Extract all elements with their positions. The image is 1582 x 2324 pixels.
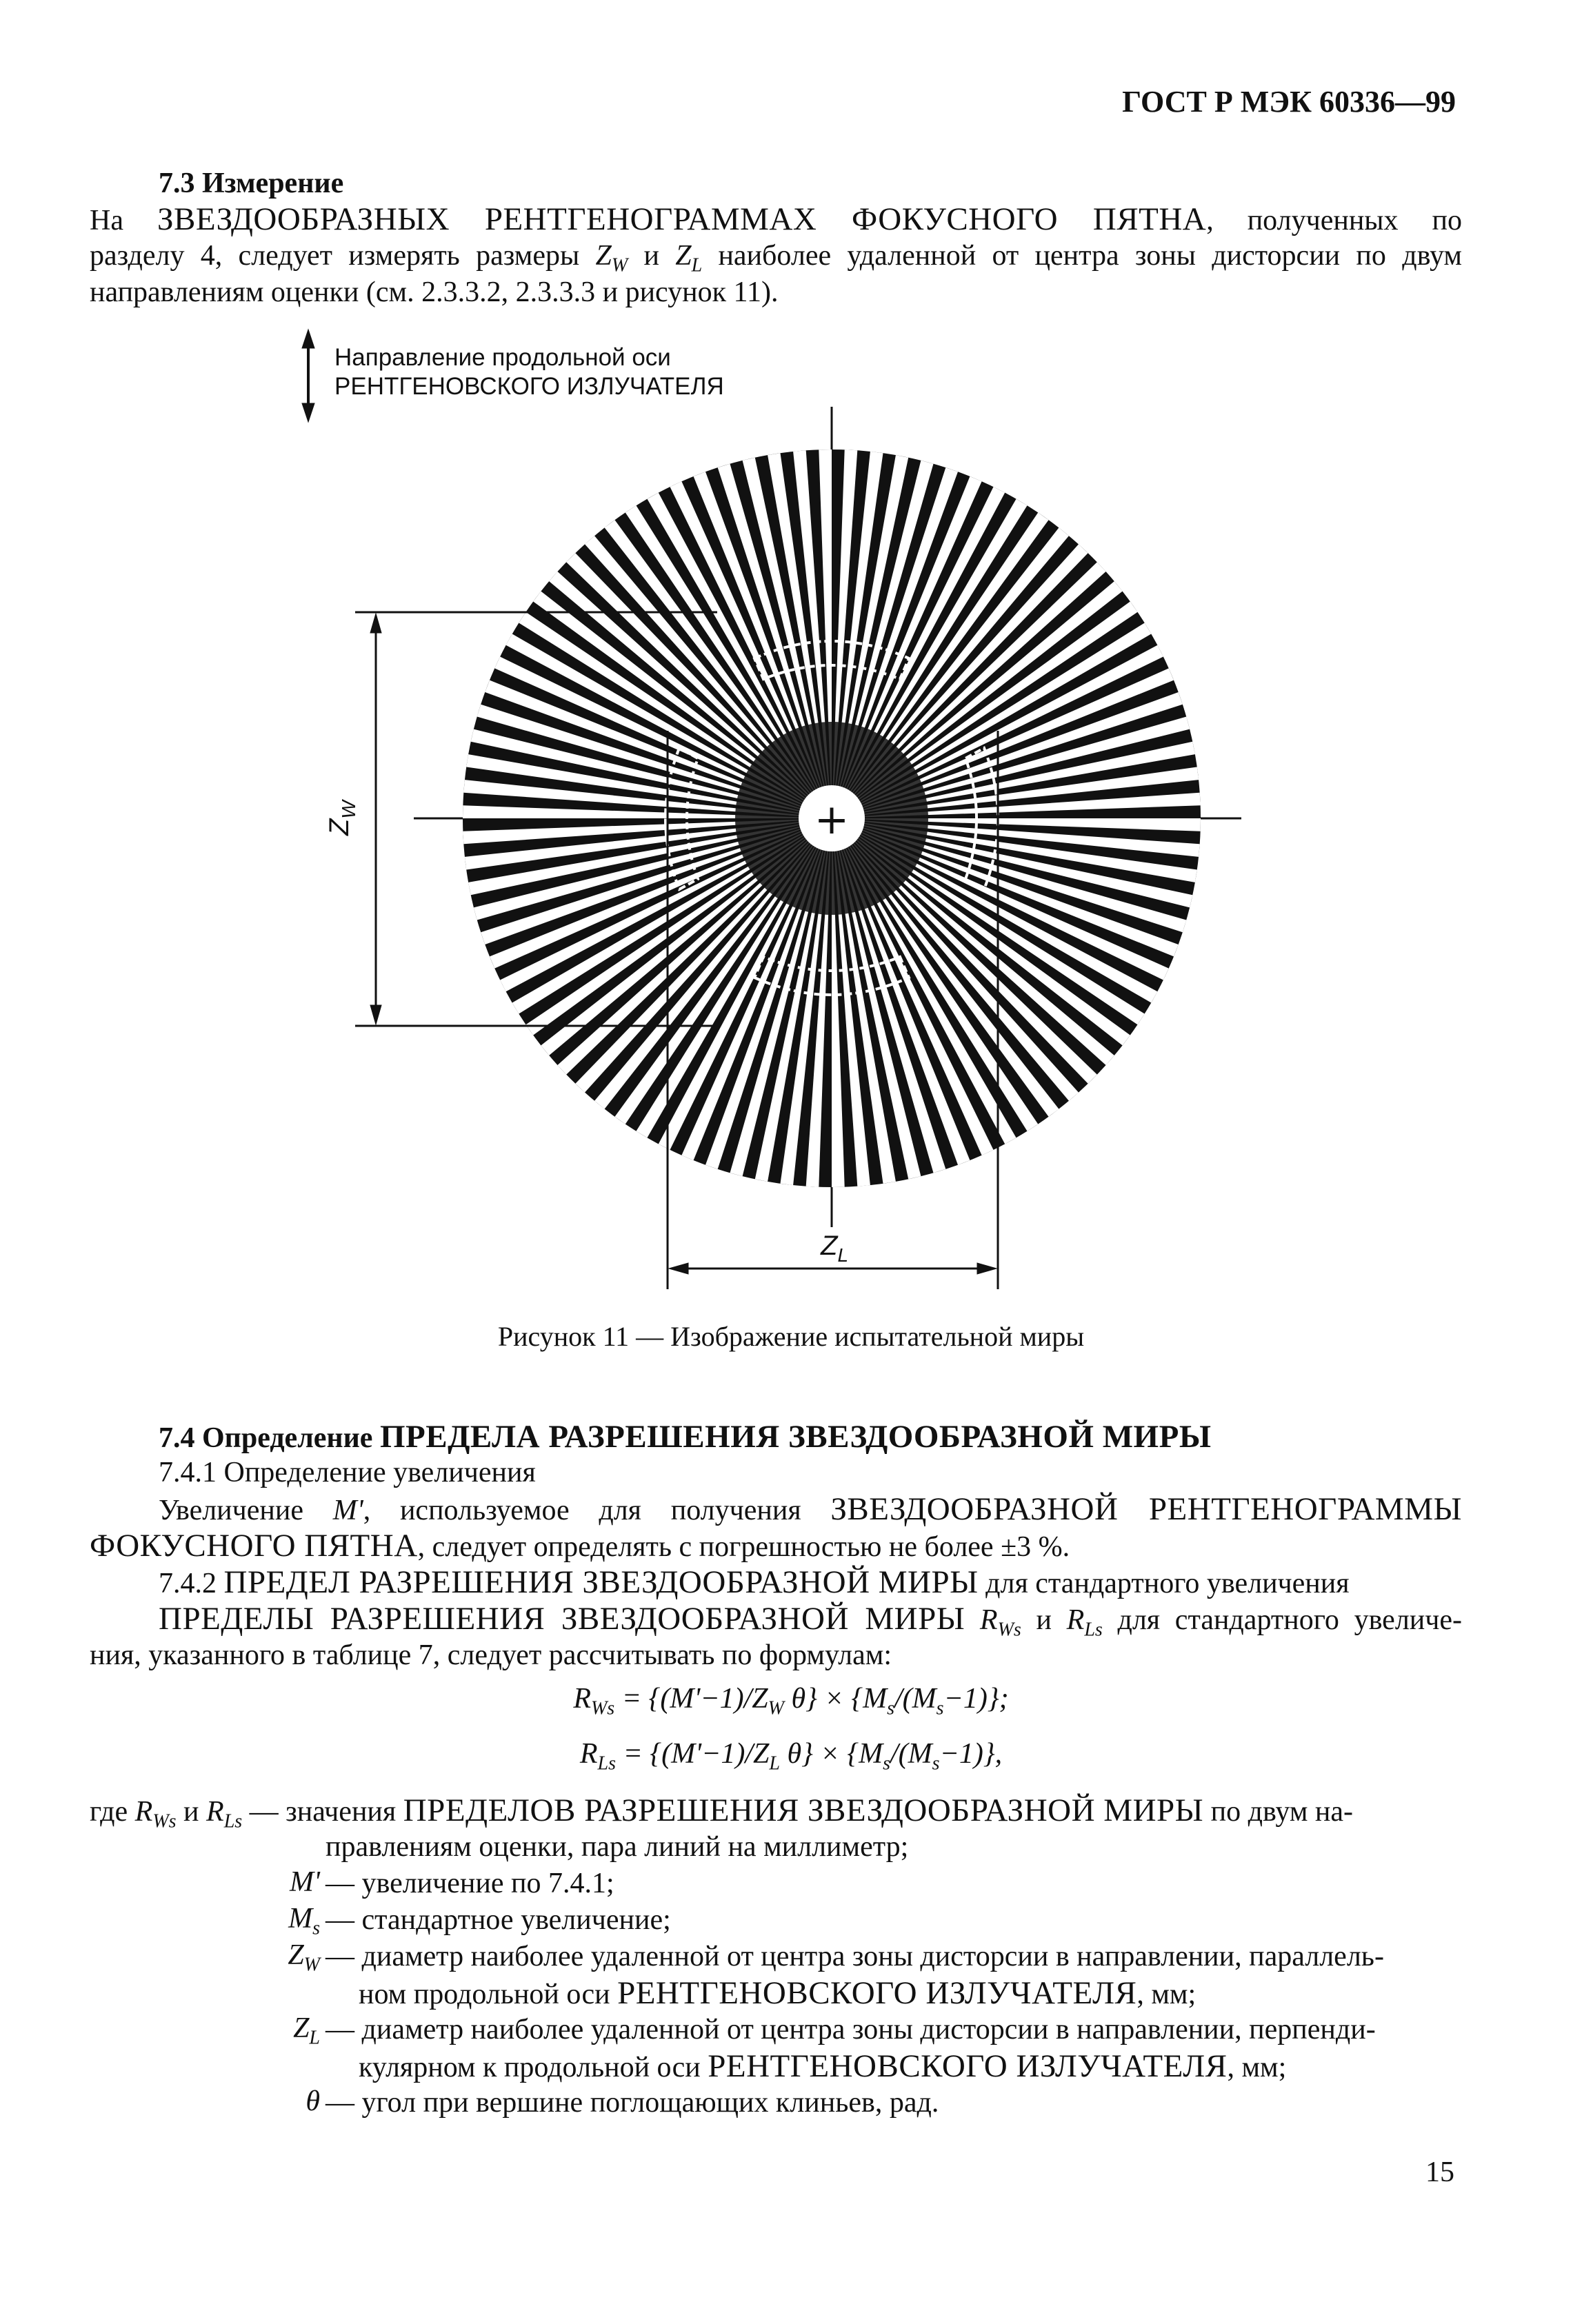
subscript: Ws [152, 1810, 177, 1832]
text: −1)}, [939, 1738, 1003, 1770]
subscript: s [932, 1752, 940, 1775]
def-m-term: M' [290, 1866, 320, 1898]
zl-dimension-label: $Z_L$ [821, 1231, 849, 1266]
text: и [1021, 1604, 1067, 1636]
text: R [579, 1738, 598, 1770]
text: разделу 4, следует измерять размеры [90, 240, 596, 272]
def-m-text: — увеличение по 7.4.1; [326, 1868, 614, 1899]
term-caps: ЗВЕЗДООБРАЗНЫХ РЕНТГЕНОГРАММАХ ФОКУСНОГО ПЯТНА [157, 201, 1207, 237]
direction-label-line-1: Направление продольной оси [334, 344, 671, 371]
def-ms-text: — стандартное увеличение; [326, 1904, 671, 1936]
rws-symbol: R [979, 1604, 998, 1636]
text: −1)}; [943, 1683, 1009, 1715]
text: = {(M'−1)/Z [615, 1738, 770, 1770]
text: Увеличение [159, 1495, 333, 1526]
text: /(M [890, 1738, 932, 1770]
text: R [573, 1683, 591, 1715]
section-7-3-heading: 7.3 Измерение [159, 168, 344, 199]
subscript: L [769, 1752, 780, 1775]
def-zw-text-2 [359, 1975, 1503, 2013]
subscript: s [887, 1697, 894, 1719]
text: , полученных по [1206, 205, 1462, 236]
page-number: 15 [1425, 2156, 1454, 2188]
term-caps: ПРЕДЕЛ РАЗРЕШЕНИЯ ЗВЕЗДООБРАЗНОЙ МИРЫ [223, 1564, 979, 1600]
section-7-4-2-para-line-2: ния, указанного в таблице 7, следует рассчитывать по формулам: [90, 1639, 892, 1671]
text: и [628, 240, 676, 272]
text: где [90, 1796, 135, 1828]
text: = {(M'−1)/Z [614, 1683, 768, 1715]
zl-subscript: L [691, 254, 703, 276]
text: θ} × {M [784, 1683, 888, 1715]
text: и [176, 1796, 207, 1828]
section-7-4-1-para-line-1 [159, 1491, 1462, 1529]
subscript: s [883, 1752, 890, 1775]
section-7-4-1-para-line-2 [90, 1528, 1070, 1566]
def-zl-text-1: — диаметр наиболее удаленной от центра зоны дисторсии в направлении, перпенди- [326, 2014, 1376, 2045]
text: , мм; [1137, 1979, 1196, 2010]
text: , мм; [1227, 2052, 1287, 2083]
standard-header: ГОСТ Р МЭК 60336—99 [1122, 85, 1456, 119]
star-pattern-figure [0, 324, 1582, 1365]
term-caps: ПРЕДЕЛА РАЗРЕШЕНИЯ ЗВЕЗДООБРАЗНОЙ МИРЫ [379, 1419, 1212, 1455]
term-caps: ПРЕДЕЛЫ РАЗРЕШЕНИЯ ЗВЕЗДООБРАЗНОЙ МИРЫ [159, 1601, 965, 1637]
text: для стандартного увеличения [978, 1568, 1350, 1599]
formula-rws [0, 1682, 1582, 1719]
section-7-4-heading [159, 1419, 1211, 1457]
subscript: s [312, 1917, 320, 1939]
text: , следует определять с погрешностью не более ±3 %. [417, 1531, 1070, 1563]
zw-subscript: W [611, 254, 628, 276]
text: /(M [894, 1683, 937, 1715]
section-7-3-line-1 [90, 201, 1462, 239]
text: Z [288, 1939, 304, 1971]
figure-caption: Рисунок 11 — Изображение испытательной миры [497, 1321, 1085, 1352]
def-theta-text: — угол при вершине поглощающих клиньев, рад. [326, 2087, 939, 2119]
subscript: Ls [597, 1752, 616, 1775]
text: для стандартного увеличе- [1102, 1604, 1463, 1636]
text: ном продольной оси [359, 1979, 618, 2010]
def-zw-term [288, 1939, 320, 1976]
term-caps: РЕНТГЕНОВСКОГО ИЗЛУЧАТЕЛЯ [617, 1975, 1137, 2011]
zw-symbol: Z [595, 240, 612, 272]
term-caps: ПРЕДЕЛОВ РАЗРЕШЕНИЯ ЗВЕЗДООБРАЗНОЙ МИРЫ [403, 1792, 1204, 1828]
direction-label-line-2: РЕНТГЕНОВСКОГО ИЗЛУЧАТЕЛЯ [334, 373, 724, 400]
direction-arrow-icon [302, 330, 314, 422]
subscript: L [309, 2027, 320, 2049]
def-ms-term [288, 1902, 320, 1939]
text: θ} × {M [780, 1738, 883, 1770]
def-rws-rls-cont: правлениям оценки, пара линий на миллиметр; [326, 1831, 909, 1863]
rls-subscript: Ls [1084, 1619, 1103, 1641]
term-caps: ФОКУСНОГО ПЯТНА [90, 1528, 418, 1564]
text: , используемое для получения [363, 1495, 831, 1526]
text: кулярном к продольной оси [359, 2052, 708, 2083]
text: 7.4 Определение [159, 1422, 380, 1454]
center-cross-icon: + [814, 796, 850, 844]
m-prime-symbol: M' [332, 1495, 363, 1526]
section-7-4-2-heading [159, 1564, 1350, 1602]
rws-subscript: Ws [997, 1619, 1021, 1641]
formula-rls [0, 1737, 1582, 1775]
section-7-4-1: 7.4.1 Определение увеличения [159, 1457, 536, 1488]
def-zl-text-2 [359, 2048, 1503, 2086]
zl-symbol: Z [675, 240, 692, 272]
zw-dimension-label: $Z_W$ [324, 800, 359, 836]
subscript: W [768, 1697, 784, 1719]
rls-symbol: R [1066, 1604, 1085, 1636]
def-theta-term: θ [306, 2085, 320, 2117]
term-caps: ЗВЕЗДООБРАЗНОЙ РЕНТГЕНОГРАММЫ [830, 1491, 1462, 1527]
subscript: W [303, 1954, 320, 1976]
subscript: Ws [590, 1697, 615, 1719]
subscript: Ls [223, 1810, 243, 1832]
text: 7.4.2 [159, 1568, 224, 1599]
rls-symbol: R [206, 1796, 224, 1828]
text: Z [293, 2012, 310, 2044]
section-7-3-line-3: направлениям оценки (см. 2.3.3.2, 2.3.3.3 и рисунок 11). [90, 276, 779, 308]
def-zw-text-1: — диаметр наиболее удаленной от центра зоны дисторсии в направлении, параллель- [326, 1941, 1384, 1972]
subscript: s [936, 1697, 944, 1719]
text: — значения [242, 1796, 403, 1828]
text: наиболее удаленной от центра зоны дисторсии по двум [702, 240, 1462, 272]
def-zl-term [293, 2012, 320, 2049]
text: по двум на- [1203, 1796, 1354, 1828]
text: M [288, 1903, 313, 1934]
text: На [90, 205, 157, 236]
term-caps: РЕНТГЕНОВСКОГО ИЗЛУЧАТЕЛЯ [708, 2048, 1228, 2084]
rws-symbol: R [134, 1796, 153, 1828]
